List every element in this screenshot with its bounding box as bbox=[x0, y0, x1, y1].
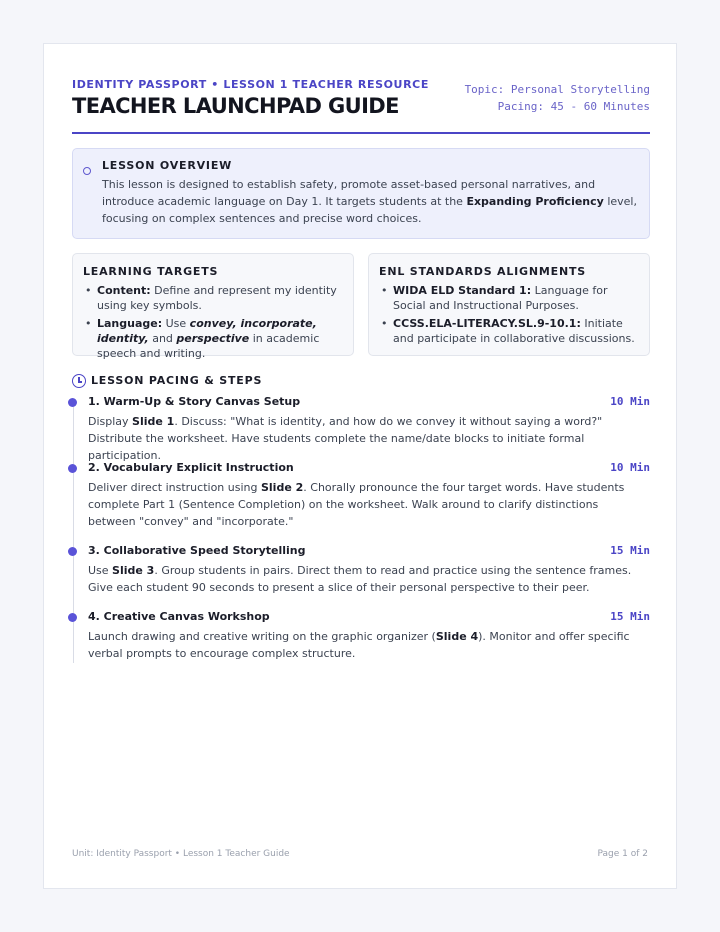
target-vocab-words: convey, incorporate, identity, bbox=[97, 317, 317, 345]
timeline-dot bbox=[68, 547, 77, 556]
step-text: . Group students in pairs. Direct them to read and practice using the sentence frames. Give each student 90 seconds to present a slice of their personal perspective to their peer. bbox=[88, 564, 632, 594]
step-slide-ref: Slide 3 bbox=[112, 564, 155, 577]
step-title: 3. Collaborative Speed Storytelling bbox=[88, 544, 306, 557]
learning-targets-title: LEARNING TARGETS bbox=[83, 265, 219, 278]
step-duration: 15 Min bbox=[610, 544, 650, 557]
step-duration: 15 Min bbox=[610, 610, 650, 623]
step-title: 4. Creative Canvas Workshop bbox=[88, 610, 270, 623]
overview-text-end: level, focusing on complex sentences and precise word choices. bbox=[102, 195, 637, 225]
lesson-meta bbox=[465, 81, 650, 115]
target-label: Language: bbox=[97, 317, 163, 330]
step-slide-ref: Slide 4 bbox=[435, 630, 479, 643]
learning-targets-list bbox=[83, 283, 345, 364]
standard-label: CCSS.ELA-LITERACY.SL.9-10.1: bbox=[393, 317, 581, 330]
pacing-title: LESSON PACING & STEPS bbox=[91, 374, 263, 387]
page-title: TEACHER LAUNCHPAD GUIDE bbox=[72, 94, 399, 118]
target-text: Use bbox=[162, 317, 190, 330]
timeline-line bbox=[73, 401, 74, 663]
overview-text-start: This lesson is designed to establish safety, promote asset-based personal narratives, and introduce academic language on Day 1. It targets students at the bbox=[102, 178, 596, 208]
info-icon bbox=[83, 167, 91, 175]
step-text: ). Monitor and offer specific verbal prompts to encourage complex structure. bbox=[88, 630, 630, 660]
footer-unit-label: Unit: Identity Passport • Lesson 1 Teacher Guide bbox=[72, 849, 290, 859]
target-item-language bbox=[83, 316, 345, 361]
standard-text: Initiate and participate in collaborative discussions. bbox=[393, 317, 635, 345]
target-vocab-word: perspective bbox=[176, 332, 250, 345]
overview-body bbox=[102, 176, 642, 227]
target-text: Define and represent my identity using key symbols. bbox=[97, 284, 337, 312]
step-title: 2. Vocabulary Explicit Instruction bbox=[88, 461, 294, 474]
timeline-dot bbox=[68, 464, 77, 473]
step-text: . Chorally pronounce the four target words. Have students complete Part 1 (Sentence Completion) on the worksheet. Walk around to clarify distinctions between "convey" and "incorporate." bbox=[88, 481, 625, 528]
target-item-content bbox=[83, 283, 345, 313]
step-description bbox=[88, 413, 636, 464]
clock-icon bbox=[72, 374, 86, 388]
standards-list bbox=[379, 283, 641, 349]
step-text: . Discuss: "What is identity, and how do we convey it without saying a word?" Distribute the worksheet. Have students complete the name/date blocks to initiate formal participation. bbox=[88, 415, 603, 462]
target-text: in academic speech and writing. bbox=[97, 332, 320, 360]
step-description bbox=[88, 562, 636, 596]
learning-targets-card bbox=[72, 253, 354, 360]
step-description bbox=[88, 479, 636, 530]
step-text: Deliver direct instruction using bbox=[88, 481, 261, 494]
standard-text: Language for Social and Instructional Purposes. bbox=[393, 284, 608, 312]
target-label: Content: bbox=[97, 284, 151, 297]
overview-proficiency-level: Expanding Proficiency bbox=[466, 195, 604, 208]
lesson-overview-box bbox=[72, 148, 650, 239]
step-text: Use bbox=[88, 564, 113, 577]
target-text: and bbox=[148, 332, 177, 345]
standard-item bbox=[379, 316, 641, 346]
topic-text: Topic: Personal Storytelling bbox=[464, 83, 650, 96]
timeline-dot bbox=[68, 398, 77, 407]
step-description bbox=[88, 628, 636, 662]
step-duration: 10 Min bbox=[610, 461, 650, 474]
step-duration: 10 Min bbox=[610, 395, 650, 408]
step-text: Display bbox=[88, 415, 133, 428]
page-header bbox=[72, 78, 650, 134]
step-slide-ref: Slide 2 bbox=[260, 481, 304, 494]
step-title: 1. Warm-Up & Story Canvas Setup bbox=[88, 395, 301, 408]
overview-title: LESSON OVERVIEW bbox=[102, 159, 233, 172]
standards-card bbox=[368, 253, 650, 356]
step-slide-ref: Slide 1 bbox=[132, 415, 175, 428]
pacing-text: Pacing: 45 - 60 Minutes bbox=[497, 100, 650, 113]
header-divider bbox=[72, 132, 650, 134]
eyebrow-label: IDENTITY PASSPORT • LESSON 1 TEACHER RESOURCE bbox=[72, 78, 429, 91]
standards-title: ENL STANDARDS ALIGNMENTS bbox=[379, 265, 586, 278]
footer-page-number: Page 1 of 2 bbox=[597, 849, 648, 859]
timeline-dot bbox=[68, 613, 77, 622]
standard-item bbox=[379, 283, 641, 313]
standard-label: WIDA ELD Standard 1: bbox=[393, 284, 532, 297]
step-text: Launch drawing and creative writing on the graphic organizer ( bbox=[88, 630, 436, 643]
document-page bbox=[43, 43, 677, 889]
